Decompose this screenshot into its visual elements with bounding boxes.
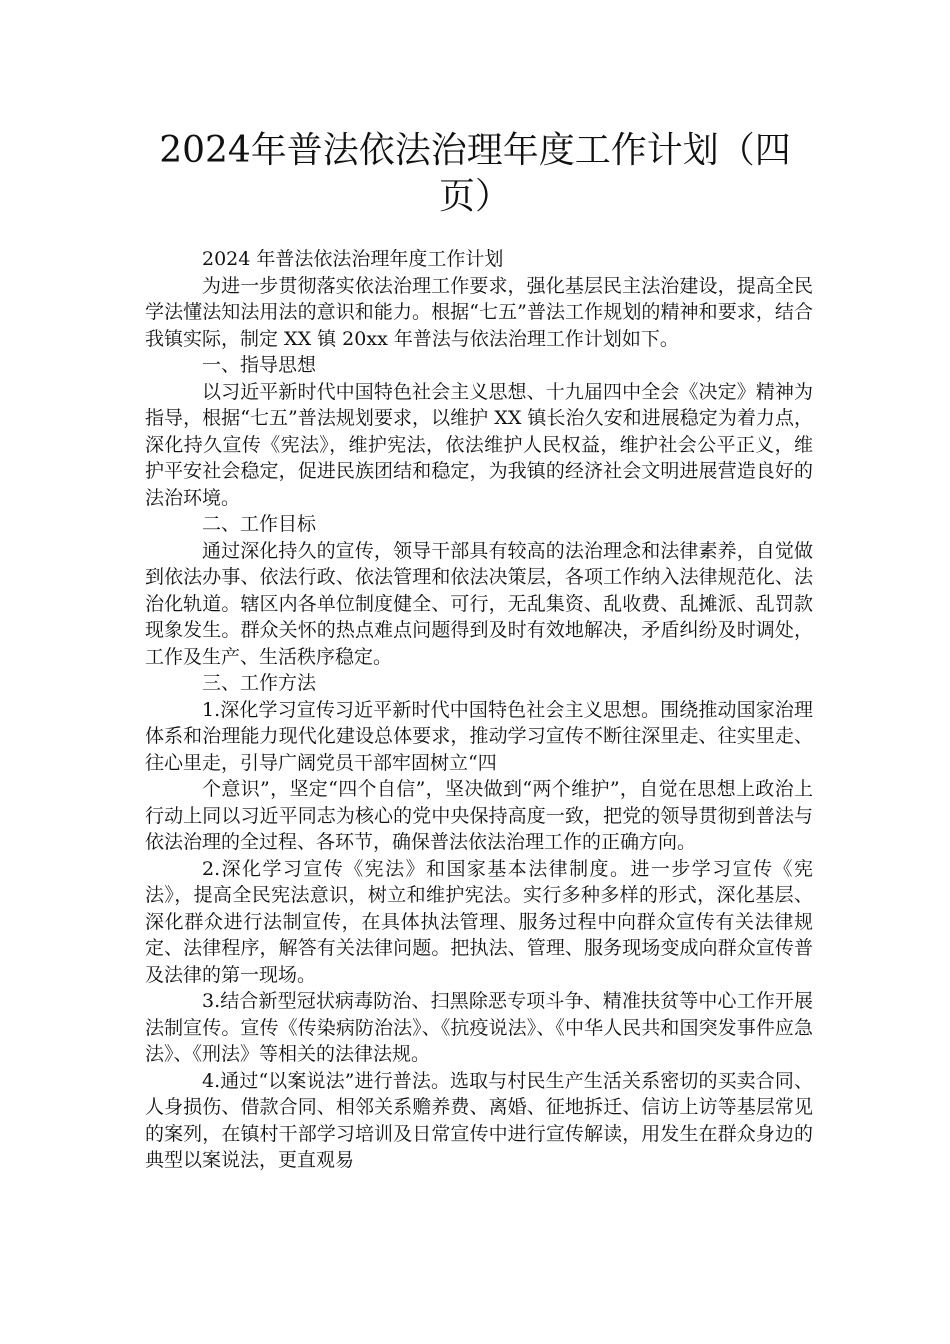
method-4-paragraph: 4.通过“以案说法”进行普法。选取与村民生产生活关系密切的买卖合同、人身损伤、借款合同、相邻关系赡养费、离婚、征地拆迁、信访上访等基层常见的案列，在镇村干部学习培训及日常宣传中进行宣传解读，用发生在群众身边的典型以案说法，更直观易 xyxy=(145,1069,813,1171)
document-body xyxy=(145,246,813,1174)
work-goals-paragraph: 通过深化持久的宣传，领导干部具有较高的法治理念和法律素养，自觉做到依法办事、依法行政、依法管理和依法决策层，各项工作纳入法律规范化、法治化轨道。辖区内各单位制度健全、可行，无乱集资、乱收费、乱摊派、乱罚款现象发生。群众关怀的热点难点问题得到及时有效地解决，矛盾纠纷及时调处，工作及生产、生活秩序稳定。 xyxy=(145,539,813,668)
document-title xyxy=(100,128,850,220)
subtitle-paragraph: 2024 年普法依法治理年度工作计划 xyxy=(202,248,504,270)
section-heading-work-methods: 三、工作方法 xyxy=(202,672,317,694)
title-line-2: 页） xyxy=(438,176,511,217)
section-heading-guiding-thought: 一、指导思想 xyxy=(202,354,317,376)
method-3-paragraph: 3.结合新型冠状病毒防治、扫黑除恶专项斗争、精准扶贫等中心工作开展法制宣传。宣传《传染病防治法》、《抗疫说法》、《中华人民共和国突发事件应急法》、《刑法》等相关的法律法规。 xyxy=(145,990,813,1065)
title-line-1: 2024年普法依法治理年度工作计划（四 xyxy=(159,130,791,171)
method-2-paragraph: 2.深化学习宣传《宪法》和国家基本法律制度。进一步学习宣传《宪法》，提高全民宪法意识，树立和维护宪法。实行多种多样的形式，深化基层、深化群众进行法制宣传，在具体执法管理、服务过程中向群众宣传有关法律规定、法律程序，解答有关法律问题。把执法、管理、服务现场变成向群众宣传普及法律的第一现场。 xyxy=(145,857,813,986)
guiding-thought-paragraph: 以习近平新时代中国特色社会主义思想、十九届四中全会《决定》精神为指导，根据“七五”普法规划要求，以维护 XX 镇长治久安和进展稳定为着力点，深化持久宣传《宪法》，维护宪法，依法维护人民权益，维护社会公平正义，维护平安社会稳定，促进民族团结和稳定，为我镇的经济社会文明进展营造良好的法治环境。 xyxy=(145,380,813,509)
section-heading-work-goals: 二、工作目标 xyxy=(202,513,317,535)
method-1-paragraph: 1.深化学习宣传习近平新时代中国特色社会主义思想。围绕推动国家治理体系和治理能力现代化建设总体要求，推动学习宣传不断往深里走、往实里走、往心里走，引导广阔党员干部牢固树立“四 xyxy=(145,698,813,774)
method-1-continued-paragraph: 个意识”，坚定“四个自信”，坚决做到“两个维护”，自觉在思想上政治上行动上同以习近平同志为核心的党中央保持高度一致，把党的领导贯彻到普法与依法治理的全过程、各环节，确保普法依法治理工作的正确方向。 xyxy=(145,778,813,853)
intro-paragraph: 为进一步贯彻落实依法治理工作要求，强化基层民主法治建设，提高全民学法懂法知法用法的意识和能力。根据“七五”普法工作规划的精神和要求，结合我镇实际，制定 XX 镇 20xx 年普法与依法治理工作计划如下。 xyxy=(145,274,813,350)
